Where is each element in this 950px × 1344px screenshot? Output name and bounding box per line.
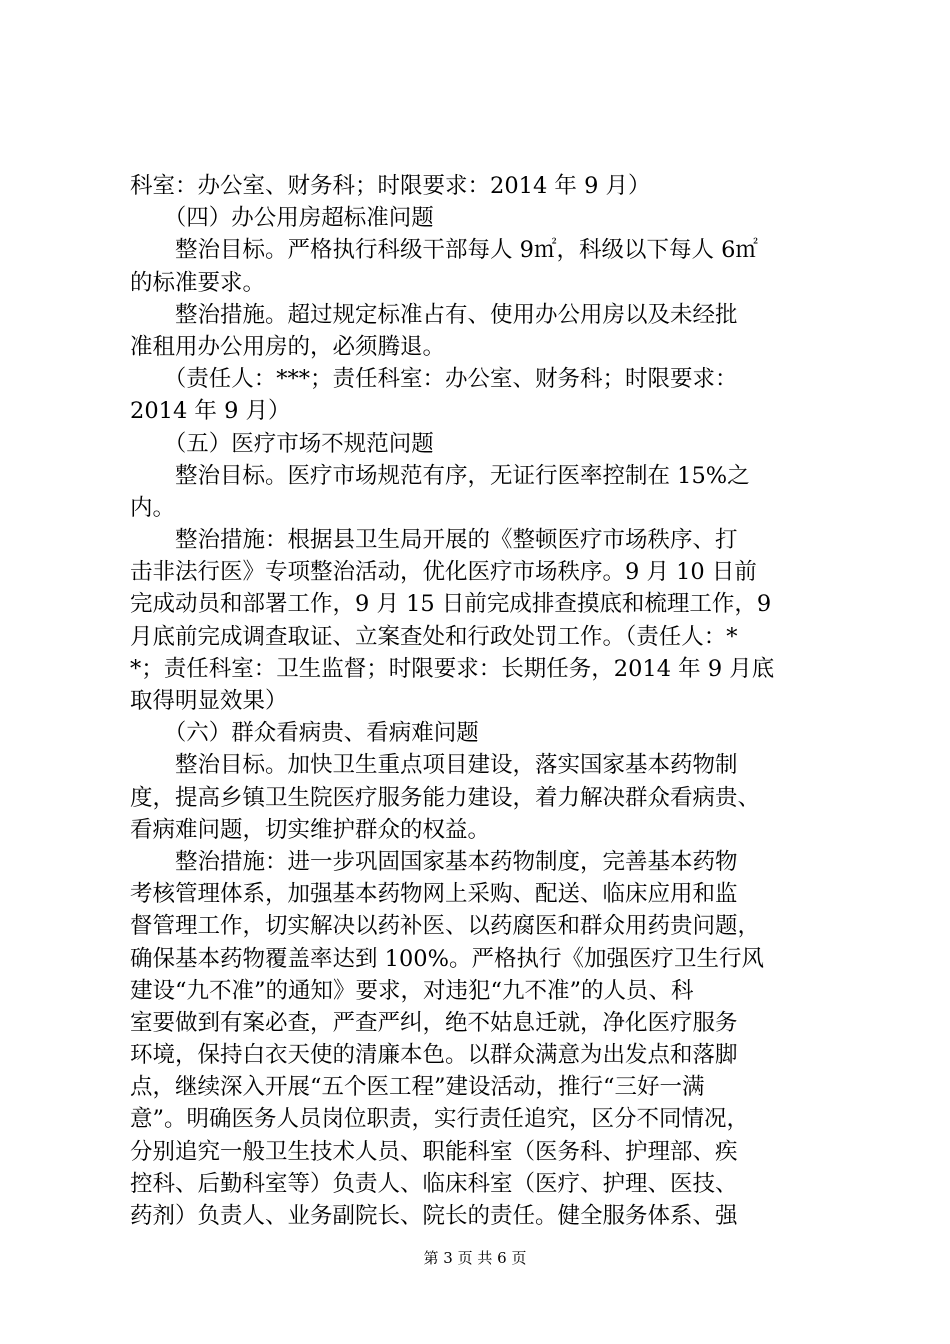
text-line: 完成动员和部署工作，9 月 15 日前完成排查摸底和梳理工作，9 [130,591,772,618]
text-line: 度，提高乡镇卫生院医疗服务能力建设，着力解决群众看病贵、 [130,784,761,811]
text-line: 整治措施。超过规定标准占有、使用办公用房以及未经批 [130,301,738,328]
text-line: 整治目标。医疗市场规范有序，无证行医率控制在 15%之 [130,462,750,489]
text-line: 环境，保持白衣天使的清廉本色。以群众满意为出发点和落脚 [130,1042,738,1069]
text-line: 的标准要求。 [130,269,266,296]
text-line: 意”。明确医务人员岗位职责，实行责任追究，区分不同情况， [130,1106,750,1133]
text-line: （责任人：***；责任科室：办公室、财务科；时限要求： [130,366,738,393]
text-line: 整治措施：根据县卫生局开展的《整顿医疗市场秩序、打 [130,527,738,554]
text-line: 整治目标。严格执行科级干部每人 9㎡，科级以下每人 6㎡ [130,237,758,264]
page-number-footer: 第 3 页 共 6 页 [423,1249,527,1267]
section-heading: （五）医疗市场不规范问题 [130,430,434,457]
text-line: 室要做到有案必查，严查严纠，绝不姑息迁就，净化医疗服务 [130,1009,738,1036]
text-line: 药剂）负责人、业务副院长、院长的责任。健全服务体系、强 [130,1203,738,1229]
text-line: 2014 年 9 月） [130,398,291,425]
section-heading: （四）办公用房超标准问题 [130,205,434,232]
text-line: *；责任科室：卫生监督；时限要求：长期任务，2014 年 9 月底 [130,655,775,682]
text-line: 建设“九不准”的通知》要求，对违犯“九不准”的人员、科 [130,977,694,1004]
text-line: 确保基本药物覆盖率达到 100%。严格执行《加强医疗卫生行风 [130,945,764,972]
text-line: 控科、后勤科室等）负责人、临床科室（医疗、护理、医技、 [130,1170,738,1197]
text-line: 整治目标。加快卫生重点项目建设，落实国家基本药物制 [130,752,738,779]
text-line: 督管理工作，切实解决以药补医、以药腐医和群众用药贵问题， [130,913,761,940]
text-line: 看病难问题，切实维护群众的权益。 [130,816,491,843]
text-line: 整治措施：进一步巩固国家基本药物制度，完善基本药物 [130,848,738,875]
text-line: 月底前完成调查取证、立案查处和行政处罚工作。（责任人：* [130,623,738,650]
text-line: 分别追究一般卫生技术人员、职能科室（医务科、护理部、疾 [130,1138,738,1165]
text-line: 取得明显效果） [130,688,288,714]
text-line: 准租用办公用房的，必须腾退。 [130,333,446,360]
text-line: 科室：办公室、财务科；时限要求：2014 年 9 月） [130,173,651,199]
document-body [130,170,830,1232]
section-heading: （六）群众看病贵、看病难问题 [130,720,479,747]
text-line: 击非法行医》专项整治活动，优化医疗市场秩序。9 月 10 日前 [130,559,757,586]
text-line: 点，继续深入开展“五个医工程”建设活动，推行“三好一满 [130,1074,705,1101]
text-line: 内。 [130,494,176,521]
text-line: 考核管理体系，加强基本药物网上采购、配送、临床应用和监 [130,881,738,908]
